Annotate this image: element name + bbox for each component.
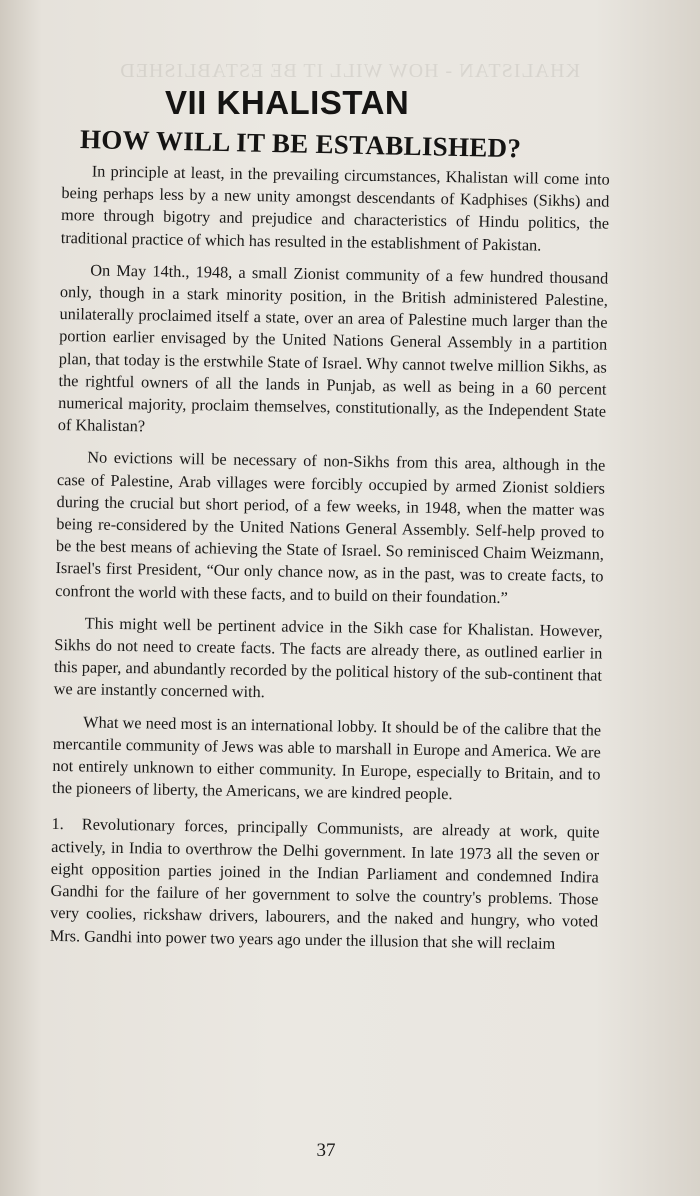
chapter-title-line — [165, 84, 610, 122]
paragraph-3: No evictions will be necessary of non-Sikhs from this area, although in the case of Palestine, Arab villages were forcibly occupied by armed Zionist soldiers during the crucial but short period, of a few weeks, in 1948, when the matter was being re-considered by the United Nations General Assembly. Self-help proved to be the best means of achieving the State of Israel. So reminisced Chaim Weizmann, Israel's first President, “Our only chance now, as in the past, was to create facts, to confront the world with these facts, and to build on their foundation.” — [55, 447, 606, 607]
body-text — [49, 160, 609, 965]
chapter-subtitle: HOW WILL IT BE ESTABLISHED? — [79, 124, 522, 164]
numbered-paragraph — [50, 813, 600, 955]
numbered-paragraph-text: Revolutionary forces, principally Communists, are already at work, quite actively, in India to overthrow the Delhi government. In late 1973 all the seven or eight opposition parties joined in the Indian Parliament and condemned Indira Gandhi for the failure of her government to solve the country's problems. Those very coolies, rickshaw drivers, labourers, and the naked and hungry, who voted Mrs. Gandhi into power two years ago under the illusion that she will reclaim — [49, 814, 600, 953]
bleed-through-text: KHALISTAN - HOW WILL IT BE ESTABLISHED — [119, 60, 580, 82]
paragraph-1: In principle at least, in the prevailing circumstances, Khalistan will come into being perhaps less by a new unity amongst descendants of Kadphises (Sikhs) and more through bigotry and prejudice and characteristics of Hindu politics, the traditional practice of which has resulted in the establishment of Pakistan. — [60, 161, 610, 255]
page-number: 37 — [316, 1140, 336, 1161]
paragraph-number: 1. — [51, 814, 64, 834]
paragraph-5: What we need most is an international lobby. It should be of the calibre that the mercantile community of Jews was able to marshall in Europe and America. We are not entirely unknown to either community. In Europe, especially to Britain, and to the pioneers of liberty, the Americans, we are kindred people. — [51, 712, 602, 804]
chapter-title: KHALISTAN — [216, 84, 410, 121]
paragraph-4: This might well be pertinent advice in the Sikh case for Khalistan. However, Sikhs do not need to create facts. The facts are already there, as outlined earlier in this paper, and abundantly recorded by the political history of the sub-continent that we are instantly concerned with. — [53, 613, 603, 702]
chapter-number: VII — [165, 84, 207, 121]
chapter-heading — [70, 84, 610, 164]
paragraph-2: On May 14th., 1948, a small Zionist community of a few hundred thousand only, though in a stark minority position, in the British administered Palestine, unilaterally proclaimed itself a state, over an area of Palestine much larger than the portion earlier envisaged by the United Nations General Assembly in a partition plan, that today is the erstwhile State of Israel. Why cannot twelve million Sikhs, as the rightful owners of all the lands in Punjab, as well as being in a 60 percent numerical majority, proclaim themselves, constitutionally, as the Independent State of Khalistan? — [57, 260, 609, 436]
